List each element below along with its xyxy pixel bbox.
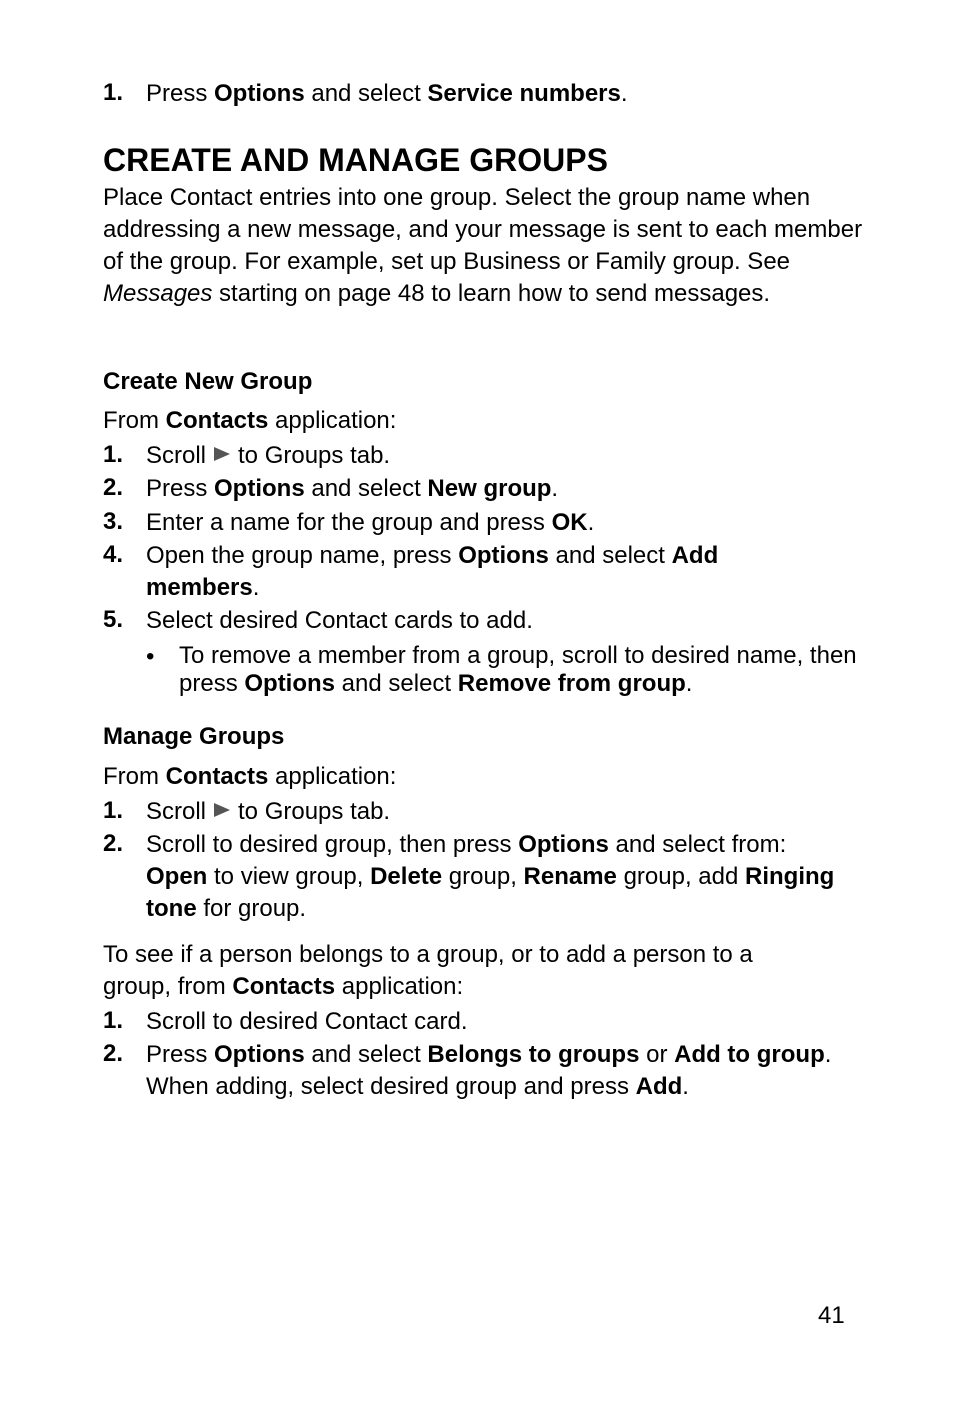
step-number: 5.: [103, 606, 124, 633]
step-number: 2.: [103, 474, 124, 501]
section-title: CREATE AND MANAGE GROUPS: [103, 142, 608, 178]
create-step-5: Select desired Contact cards to add.: [146, 607, 533, 634]
step-number: 4.: [103, 541, 124, 568]
bullet-mark: •: [146, 643, 155, 670]
create-step-4: Open the group name, press Options and select Add members.: [146, 542, 719, 601]
manage-groups-heading: Manage Groups: [103, 723, 285, 750]
manage-from-text: From Contacts application:: [103, 763, 397, 790]
manage-step-1: Scroll to Groups tab.: [146, 798, 391, 825]
remove-member-note: To remove a member from a group, scroll to desired name, then press Options and select Remove from group.: [179, 642, 857, 697]
belongs-step-2: Press Options and select Belongs to groups or Add to group. When adding, select desired group and press Add.: [146, 1041, 832, 1100]
step-number: 3.: [103, 508, 124, 535]
create-from-text: From Contacts application:: [103, 407, 397, 434]
page-number: 41: [818, 1302, 845, 1329]
intro-paragraph: Place Contact entries into one group. Select the group name when addressing a new message, and your message is sent to each member of the group. For example, set up Business or Family group. See Messages starting on page 48 to learn how to send messages.: [103, 184, 863, 307]
right-triangle-icon: [214, 803, 230, 817]
belongs-paragraph: To see if a person belongs to a group, or to add a person to a group, from Contacts application:: [103, 941, 753, 1000]
step-number: 2.: [103, 1040, 124, 1067]
step-number: 1.: [103, 441, 124, 468]
right-triangle-icon: [214, 447, 230, 461]
step-number: 1.: [103, 797, 124, 824]
create-step-3: Enter a name for the group and press OK.: [146, 509, 595, 536]
create-group-heading: Create New Group: [103, 368, 313, 395]
step-number: 1.: [103, 79, 124, 106]
manage-step-2: Scroll to desired group, then press Options and select from: Open to view group, Delete group, Rename group, add Ringing tone for group.: [146, 831, 835, 922]
top-step-text: Press Options and select Service numbers.: [146, 80, 628, 107]
step-number: 2.: [103, 830, 124, 857]
step-number: 1.: [103, 1007, 124, 1034]
create-step-2: Press Options and select New group.: [146, 475, 559, 502]
create-step-1: Scroll to Groups tab.: [146, 442, 391, 469]
belongs-step-1: Scroll to desired Contact card.: [146, 1008, 468, 1035]
